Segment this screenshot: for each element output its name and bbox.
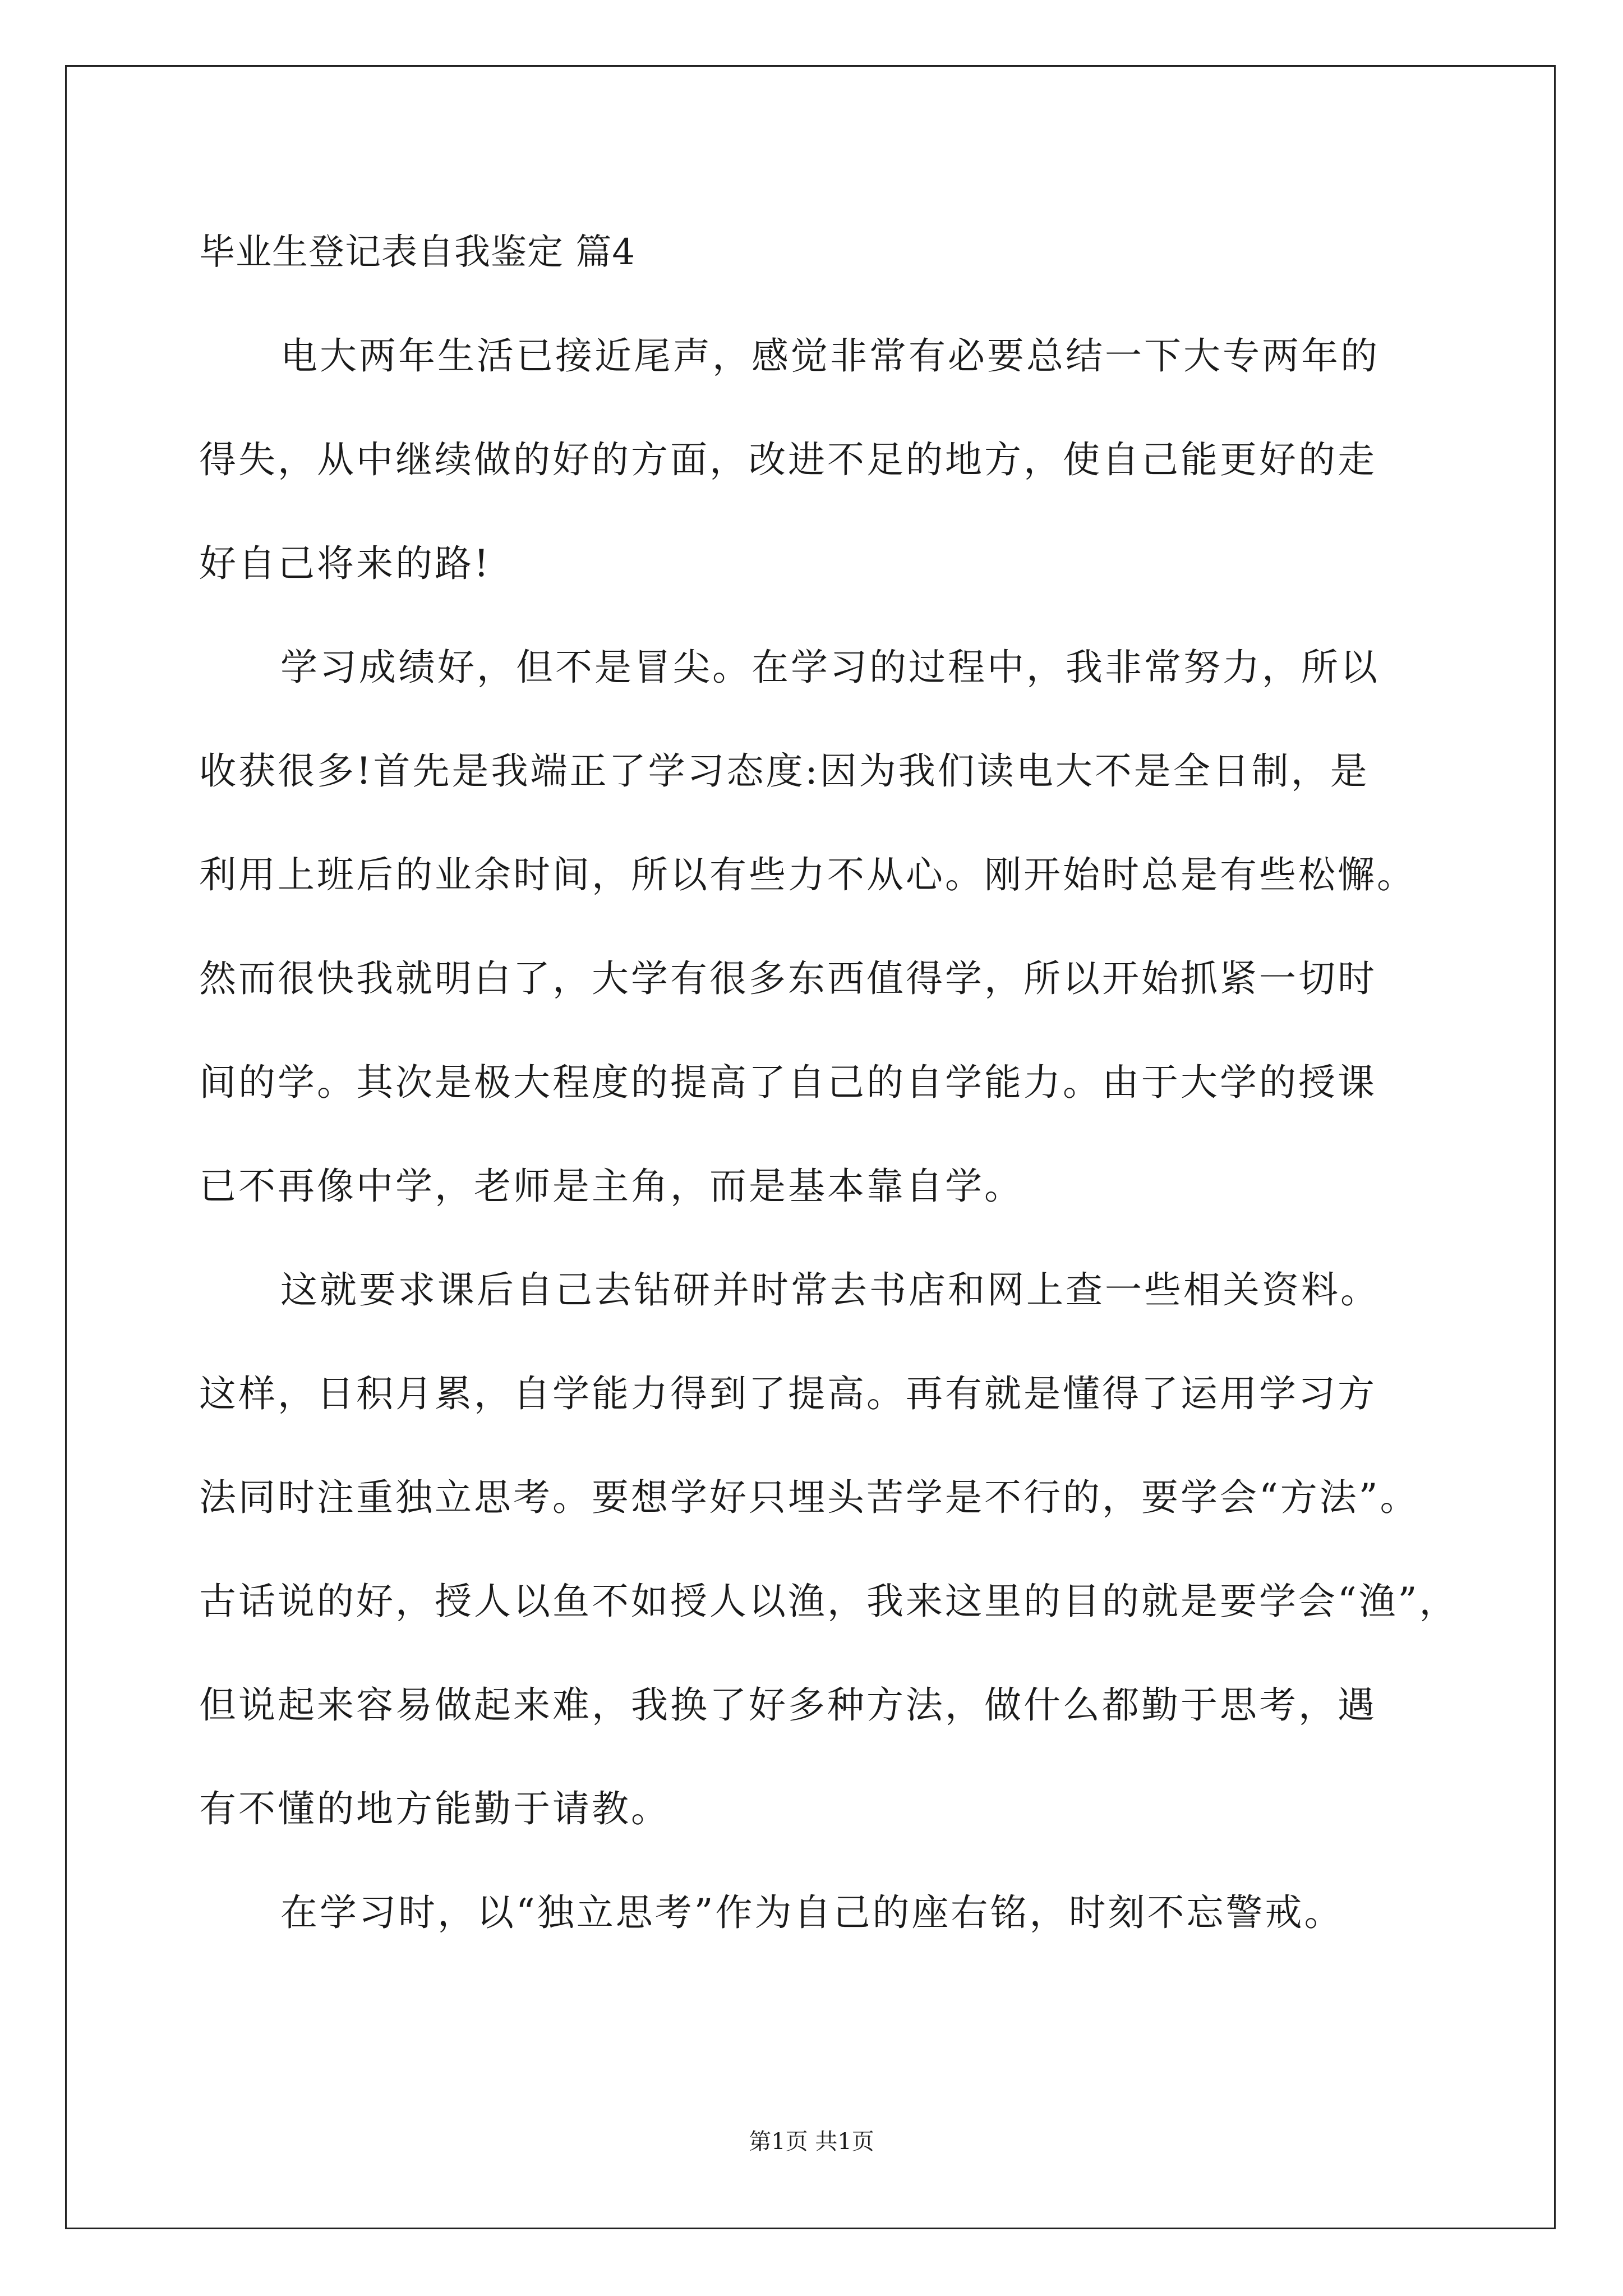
paragraph-3-line-3: 法同时注重独立思考。要想学好只埋头苦学是不行的，要学会“方法”。 [199, 1476, 1419, 1519]
paragraph-1-line-3: 好自己将来的路! [199, 542, 491, 585]
paragraph-3-line-2: 这样，日积月累，自学能力得到了提高。再有就是懂得了运用学习方 [199, 1372, 1377, 1415]
paragraph-2-line-6: 已不再像中学，老师是主角，而是基本靠自学。 [199, 1165, 1023, 1208]
paragraph-1-line-2: 得失，从中继续做的好的方面，改进不足的地方，使自己能更好的走 [199, 438, 1377, 481]
paragraph-3-line-4: 古话说的好，授人以鱼不如授人以渔，我来这里的目的就是要学会“渔”， [199, 1580, 1459, 1623]
paragraph-2-line-1: 学习成绩好，但不是冒尖。在学习的过程中，我非常努力，所以 [280, 646, 1380, 689]
paragraph-2-line-3: 利用上班后的业余时间，所以有些力不从心。刚开始时总是有些松懈。 [199, 853, 1416, 896]
paragraph-3-line-1: 这就要求课后自己去钻研并时常去书店和网上查一些相关资料。 [280, 1268, 1380, 1312]
paragraph-1-line-1: 电大两年生活已接近尾声，感觉非常有必要总结一下大专两年的 [280, 334, 1380, 378]
paragraph-3-line-5: 但说起来容易做起来难，我换了好多种方法，做什么都勤于思考，遇 [199, 1683, 1377, 1727]
paragraph-3-line-6: 有不懂的地方能勤于请教。 [199, 1787, 670, 1830]
paragraph-4-line-1: 在学习时，以“独立思考”作为自己的座右铭，时刻不忘警戒。 [280, 1891, 1344, 1934]
paragraph-2-line-4: 然而很快我就明白了，大学有很多东西值得学，所以开始抓紧一切时 [199, 957, 1377, 1000]
document-title: 毕业生登记表自我鉴定 篇4 [199, 232, 636, 273]
paragraph-2-line-2: 收获很多!首先是我端正了学习态度:因为我们读电大不是全日制，是 [199, 749, 1370, 793]
paragraph-2-line-5: 间的学。其次是极大程度的提高了自己的自学能力。由于大学的授课 [199, 1061, 1377, 1104]
page-number-footer: 第1页 共1页 [749, 2129, 874, 2155]
